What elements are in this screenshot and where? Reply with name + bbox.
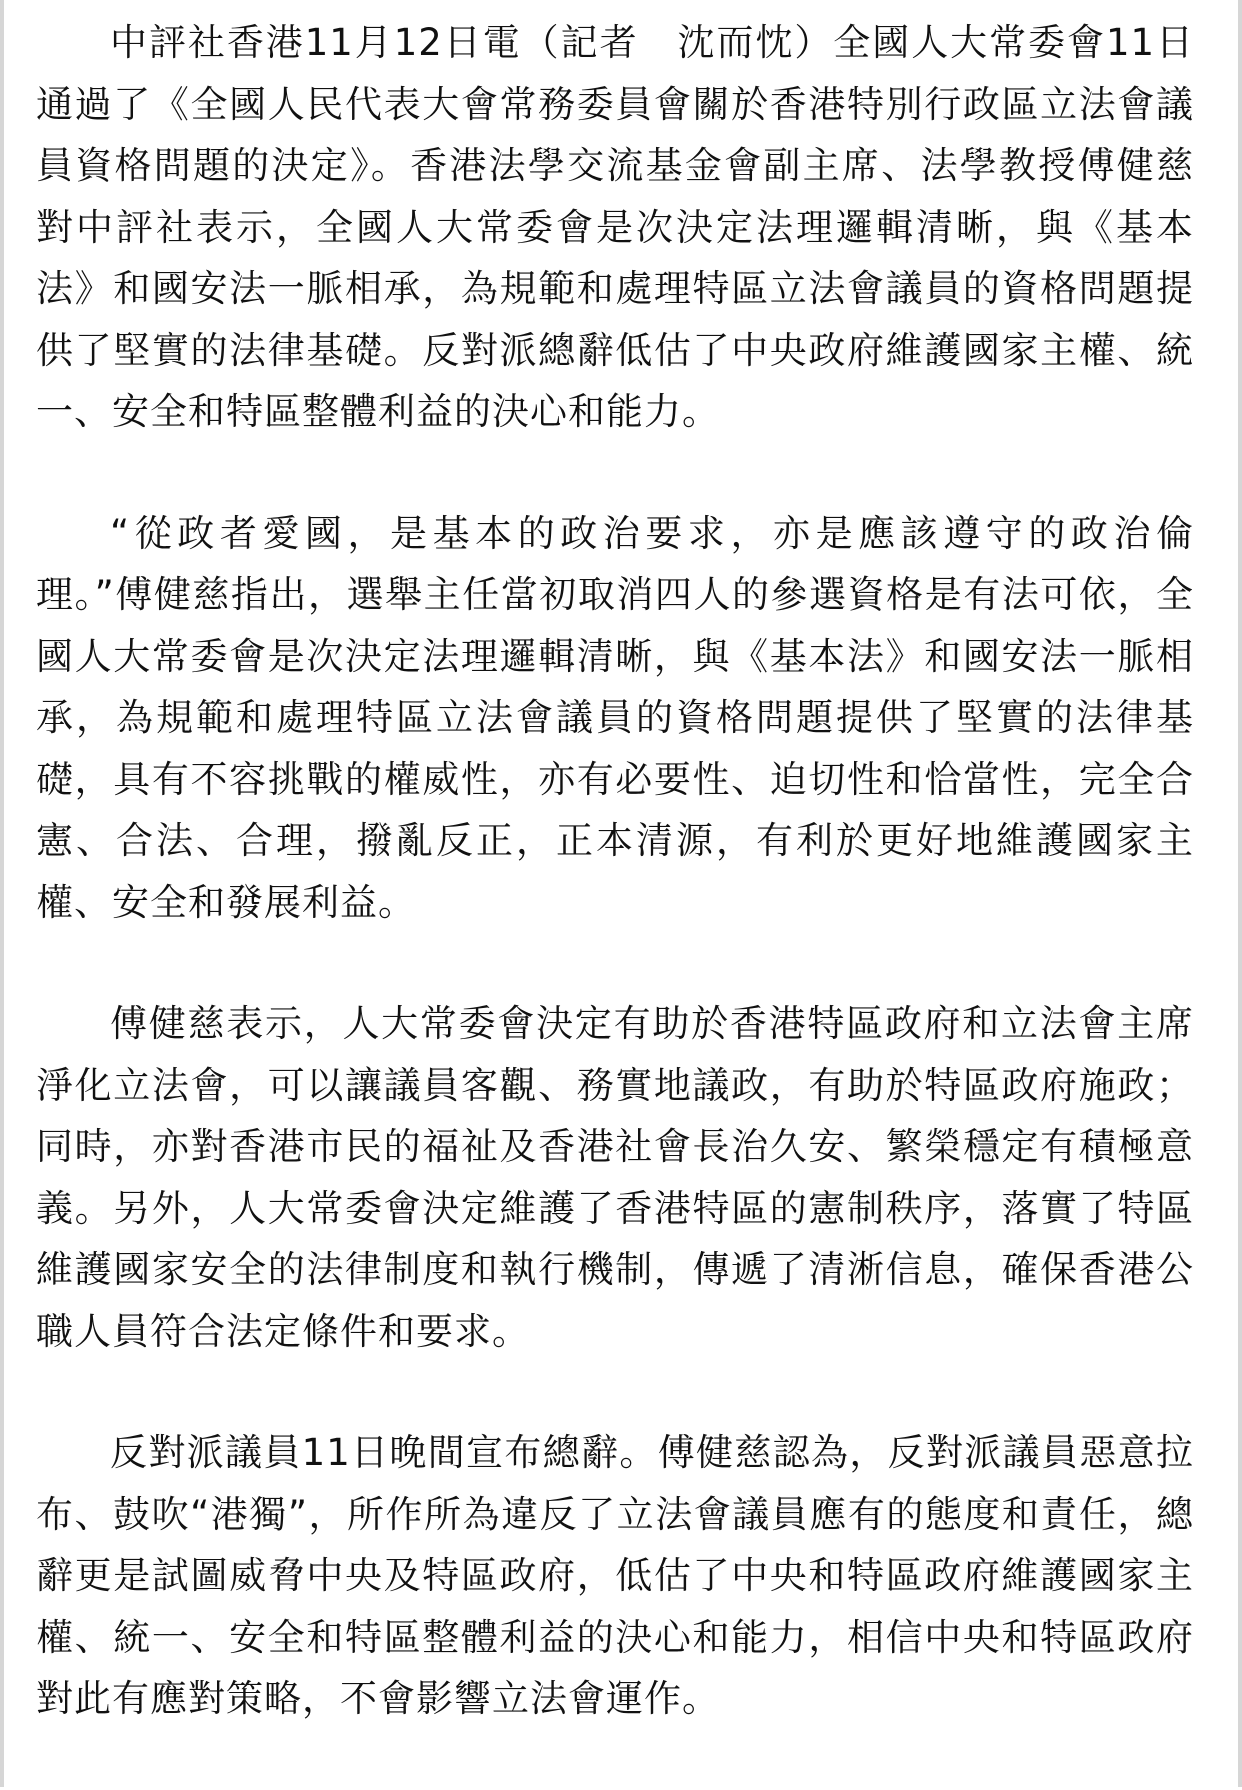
- right-border: [1238, 0, 1242, 1787]
- article-body: [36, 12, 1194, 1790]
- left-border: [0, 0, 4, 1787]
- article-paragraph-1: 中評社香港11月12日電（記者 沈而忱）全國人大常委會11日通過了《全國人民代表大會常務委員會關於香港特別行政區立法會議員資格問題的決定》。香港法學交流基金會副主席、法學教授傅健慈對中評社表示，全國人大常委會是次決定法理邏輯清晰，與《基本法》和國安法一脈相承，為規範和處理特區立法會議員的資格問題提供了堅實的法律基礎。反對派總辭低估了中央政府維護國家主權、統一、安全和特區整體利益的決心和能力。: [36, 21, 1194, 433]
- article-paragraph-2: “從政者愛國，是基本的政治要求，亦是應該遵守的政治倫理。”傅健慈指出，選舉主任當初取消四人的參選資格是有法可依，全國人大常委會是次決定法理邏輯清晰，與《基本法》和國安法一脈相承，為規範和處理特區立法會議員的資格問題提供了堅實的法律基礎，具有不容挑戰的權威性，亦有必要性、迫切性和恰當性，完全合憲、合法、合理，撥亂反正，正本清源，有利於更好地維護國家主權、安全和發展利益。: [36, 511, 1194, 924]
- article-paragraph-4: 反對派議員11日晚間宣布總辭。傅健慈認為，反對派議員惡意拉布、鼓吹“港獨”，所作所為違反了立法會議員應有的態度和責任，總辭更是試圖威脅中央及特區政府，低估了中央和特區政府維護國家主權、統一、安全和特區整體利益的決心和能力，相信中央和特區政府對此有應對策略，不會影響立法會運作。: [36, 1431, 1194, 1720]
- article-paragraph-3: 傅健慈表示，人大常委會決定有助於香港特區政府和立法會主席淨化立法會，可以讓議員客觀、務實地議政，有助於特區政府施政；同時，亦對香港市民的福祉及香港社會長治久安、繁榮穩定有積極意義。另外，人大常委會決定維護了香港特區的憲制秩序，落實了特區維護國家安全的法律制度和執行機制，傳遞了清淅信息，確保香港公職人員符合法定條件和要求。: [36, 1002, 1194, 1353]
